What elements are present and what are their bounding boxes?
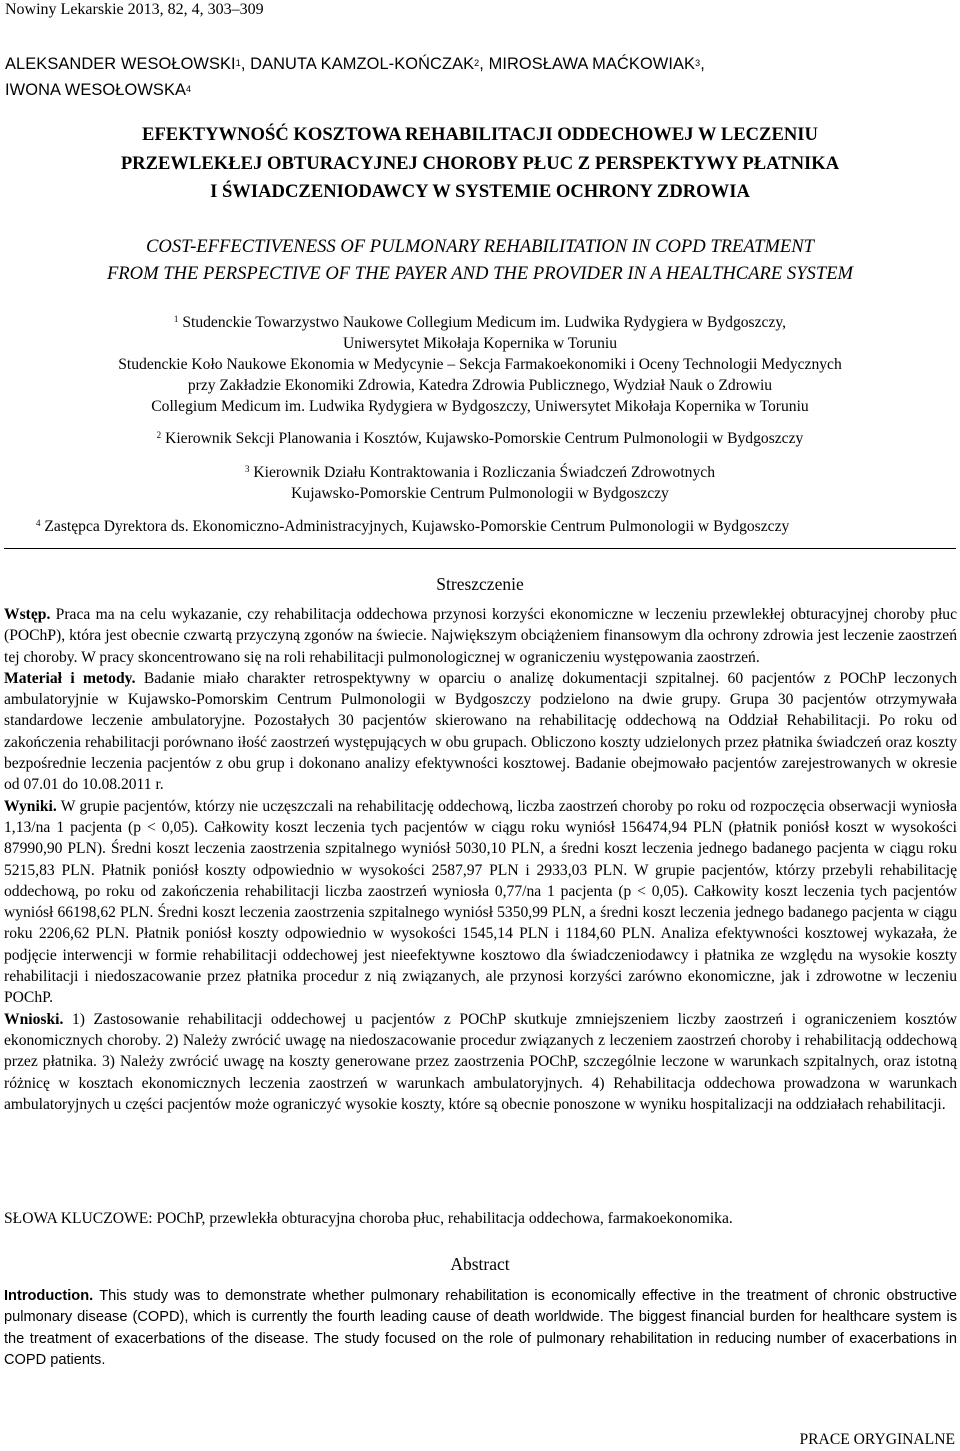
affiliation-2 [0, 428, 960, 449]
title-line: FROM THE PERSPECTIVE OF THE PAYER AND THE PROVIDER IN A HEALTHCARE SYSTEM [106, 263, 854, 284]
article-type-label: PRACE ORYGINALNE [799, 1431, 955, 1448]
streszczenie-heading: Streszczenie [436, 574, 524, 594]
affiliation-line: $^1$ Studenckie Towarzystwo Naukowe Collegium Medicum im. Ludwika Rydygiera w Bydgoszczy, [173, 314, 787, 331]
title-polish [0, 121, 960, 207]
abstract-paragraph: Wstęp. Praca ma na celu wykazanie, czy rehabilitacja oddechowa przynosi korzyści ekonomiczne w leczeniu przewlekłej obturacyjnej choroby płuc (POChP), która jest obecnie czwartą przyczyną zgonów na świecie. Największym obciążeniem finansowym dla ochrony zdrowia jest leczenie zaostrzeń tej choroby. W pracy skoncentrowano się na roli rehabilitacji pulmonologicznej w ograniczeniu występowania zaostrzeń. [4, 606, 957, 666]
title-line: COST-EFFECTIVENESS OF PULMONARY REHABILITATION IN COPD TREATMENT [146, 236, 814, 257]
abstract-heading: Abstract [450, 1254, 510, 1274]
author-name: IWONA WESOŁOWSKA$^4$ [5, 81, 192, 99]
affiliation-line: Studenckie Koło Naukowe Ekonomia w Medycynie – Sekcja Farmakoekonomiki i Oceny Technologii Medycznych [118, 356, 842, 373]
title-english [0, 233, 960, 287]
title-line: I ŚWIADCZENIODAWCY W SYSTEMIE OCHRONY ZDROWIA [210, 181, 750, 202]
abstract-paragraph: Wnioski. 1) Zastosowanie rehabilitacji oddechowej u pacjentów z POChP skutkuje zmniejszeniem liczby zaostrzeń i ograniczeniem kosztów ekonomicznych choroby. 2) Należy zwrócić uwagę na niedoszacowanie procedur związanych z leczeniem zaostrzeń choroby i rehabilitacją oddechową przez płatnika. 3) Należy zwrócić uwagę na koszty generowane przez zaostrzenia POChP, szczególnie leczone w warunkach szpitalnych, oraz istotną różnicę w kosztach ekonomicznych leczenia zaostrzeń w warunkach ambulatoryjnych. 4) Rehabilitacja oddechowa prowadzona w warunkach ambulatoryjnych u części pacjentów może ograniczyć wysokie koszty, które są obecnie ponoszone w wyniku hospitalizacji na oddziałach rehabilitacji. [4, 1010, 957, 1113]
affiliation-line: Uniwersytet Mikołaja Kopernika w Toruniu [342, 335, 618, 352]
affiliation-line: Kujawsko-Pomorskie Centrum Pulmonologii w Bydgoszczy [291, 485, 669, 502]
title-line: EFEKTYWNOŚĆ KOSZTOWA REHABILITACJI ODDECHOWEJ W LECZENIU [142, 124, 818, 145]
affiliation-3 [0, 462, 960, 504]
abstract-body [4, 1286, 957, 1371]
author-name: MIROSŁAWA MAĆKOWIAK$^3$, [488, 55, 705, 73]
affiliation-line: $^3$ Kierownik Działu Kontraktowania i Rozliczania Świadczeń Zdrowotnych [244, 464, 715, 481]
affiliation-line: $^2$ Kierownik Sekcji Planowania i Kosztów, Kujawsko-Pomorskie Centrum Pulmonologii w Bydgoszczy [156, 430, 804, 447]
author-list [5, 51, 955, 103]
author-name: DANUTA KAMZOL-KOŃCZAK$^2$, [250, 55, 489, 73]
abstract-paragraph: Introduction. This study was to demonstrate whether pulmonary rehabilitation is economically effective in the treatment of chronic obstructive pulmonary disease (COPD), which is currently the fourth leading cause of death worldwide. The biggest financial burden for healthcare system is the treatment of exacerbations of the disease. The study focused on the role of pulmonary rehabilitation in reducing number of exacerbations in COPD patients. [4, 1288, 957, 1368]
affiliation-line: $^4$ Zastępca Dyrektora ds. Ekonomiczno-Administracyjnych, Kujawsko-Pomorskie Centrum Pulmonologii w Bydgoszczy [36, 518, 790, 535]
affiliation-4 [36, 516, 960, 537]
streszczenie-body [4, 604, 957, 1115]
affiliation-line: Collegium Medicum im. Ludwika Rydygiera w Bydgoszczy, Uniwersytet Mikołaja Kopernika w Toruniu [151, 398, 809, 415]
affiliation-line: przy Zakładzie Ekonomiki Zdrowia, Katedra Zdrowia Publicznego, Wydział Nauk o Zdrowiu [187, 377, 773, 394]
abstract-paragraph: Wyniki. W grupie pacjentów, którzy nie uczęszczali na rehabilitację oddechową, liczba zaostrzeń choroby po roku od rozpoczęcia obserwacji wyniosła 1,13/na 1 pacjenta (p < 0,05). Całkowity koszt leczenia tych pacjentów w ciągu roku wyniósł 156474,94 PLN (płatnik poniósł koszt w wysokości 87990,90 PLN). Średni koszt leczenia zaostrzenia szpitalnego wyniósł 5030,10 PLN, a średni koszt leczenia jednego badanego pacjenta w ciągu roku 5215,83 PLN. Płatnik poniósł koszty odpowiednio w wysokości 2587,97 PLN i 2933,03 PLN. W grupie pacjentów, którzy przebyli rehabilitację oddechową, po roku od zakończenia rehabilitacji liczba zaostrzeń wyniosła 0,77/na 1 pacjenta (p < 0,05). Całkowity koszt leczenia tych pacjentów wyniósł 66198,62 PLN. Średni koszt leczenia zaostrzenia szpitalnego wyniósł 5350,99 PLN, a średni koszt leczenia jednego badanego pacjenta w ciągu roku 2206,62 PLN. Płatnik poniósł koszty odpowiednio w wysokości 1545,14 PLN i 1184,60 PLN. Analiza efektywności kosztowej wykazała, że podjęcie interwencji w formie rehabilitacji oddechowej jest nieefektywne kosztowo dla świadczeniodawcy i płatnika ze względu na wysokie koszty rehabilitacji i niedoszacowanie przez płatnika procedur z nią związanych, ale przynosi korzyści zarówno ekonomiczne, jak i zdrowotne w leczeniu POChP. [4, 797, 957, 1007]
divider [4, 548, 956, 549]
journal-citation: Nowiny Lekarskie 2013, 82, 4, 303–309 [5, 1, 264, 18]
abstract-paragraph: Materiał i metody. Badanie miało charakter retrospektywny w oparciu o analizę dokumentacji szpitalnej. 60 pacjentów z POChP leczonych ambulatoryjnie w Kujawsko-Pomorskim Centrum Pulmonologii w Bydgoszczy podzielono na dwie grupy. Grupa 30 pacjentów otrzymywała standardowe leczenie ambulatoryjne. Pozostałych 30 pacjentów skierowano na rehabilitację oddechową na Oddział Rehabilitacji. Po roku od zakończenia rehabilitacji porównano iłość zaostrzeń występujących w obu grupach. Obliczono koszty udzielonych przez płatnika świadczeń oraz koszty bezpośrednie leczenia pacjentów z obu grup i dokonano analizy efektywności kosztowej. Badanie obejmowało pacjentów zarejestrowanych w okresie od 07.01 do 10.08.2011 r. [4, 669, 957, 794]
title-line: PRZEWLEKŁEJ OBTURACYJNEJ CHOROBY PŁUC Z PERSPEKTYWY PŁATNIKA [120, 152, 840, 174]
author-name: ALEKSANDER WESOŁOWSKI$^1$, [5, 55, 251, 73]
keywords: SŁOWA KLUCZOWE: POChP, przewlekła obturacyjna choroba płuc, rehabilitacja oddechowa, farmakoekonomika. [4, 1210, 733, 1227]
affiliation-1 [0, 312, 960, 417]
